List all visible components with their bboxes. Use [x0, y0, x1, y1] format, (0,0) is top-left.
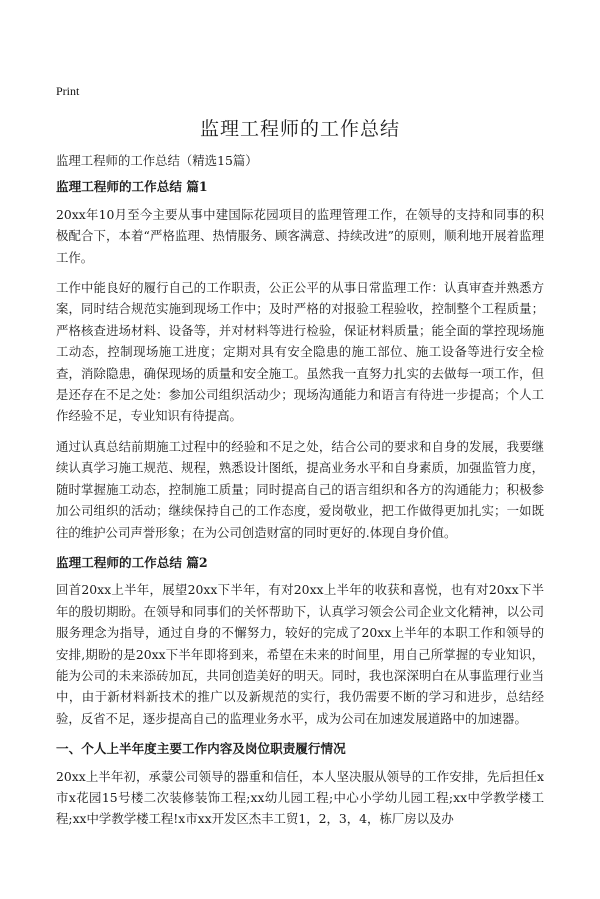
section-1	[56, 176, 544, 543]
section-3	[56, 738, 544, 830]
paragraph: 工作中能良好的履行自己的工作职责，公正公平的从事日常监理工作：认真审查并熟悉方案，同时结合规范实施到现场工作中；及时严格的对报验工程验收，控制整个工程质量；严格核查进场材料、设备等，并对材料等进行检验，保证材料质量；能全面的掌控现场施工动态，控制现场施工进度；定期对具有安全隐患的施工部位、施工设备等进行安全检查，消除隐患，确保现场的质量和安全施工。虽然我一直努力扎实的去做每一项工作，但是还存在不足之处：参加公司组织活动少；现场沟通能力和语言有待进一步提高；个人工作经验不足，专业知识有待提高。	[56, 280, 544, 424]
section-heading: 监理工程师的工作总结 篇2	[56, 554, 208, 570]
paragraph: 20xx年10月至今主要从事中建国际花园项目的监理管理工作，在领导的支持和同事的积极配合下，本着“严格监理、热情服务、顾客满意、持续改进”的原则，顺利地开展着监理工作。	[56, 206, 544, 265]
paragraph: 通过认真总结前期施工过程中的经验和不足之处，结合公司的要求和自身的发展，我要继续认真学习施工规范、规程，熟悉设计图纸，提高业务水平和自身素质，加强监管力度，随时掌握施工动态，控制施工质量；同时提高自己的语言组织和各方的沟通能力；积极参加公司组织的活动；继续保持自己的工作态度，爱岗敬业，把工作做得更加扎实；一如既往的维护公司声誉形象；在为公司创造财富的同时更好的.体现自身价值。	[56, 438, 544, 540]
document-title: 监理工程师的工作总结	[199, 118, 400, 140]
document-subtitle: 监理工程师的工作总结（精选15篇）	[56, 153, 258, 168]
section-2	[56, 552, 544, 729]
section-heading: 监理工程师的工作总结 篇1	[56, 179, 208, 195]
section-heading: 一、个人上半年度主要工作内容及岗位职责履行情况	[56, 741, 346, 757]
paragraph: 回首20xx上半年，展望20xx下半年，有对20xx上半年的收获和喜悦，也有对20xx下半年的殷切期盼。在领导和同事们的关怀帮助下，认真学习领会公司企业文化精神，以公司服务理念为指导，通过自身的不懈努力，较好的完成了20xx上半年的本职工作和领导的安排,期盼的是20xx下半年即将到来，希望在未来的时间里，用自己所掌握的专业知识，能为公司的未来添砖加瓦，共同创造美好的明天。同时，我也深深明白在从事监理行业当中，由于新材料新技术的推广以及新规范的实行，我仍需要不断的学习和进步，总结经验，反省不足，逐步提高自己的监理业务水平，成为公司在加速发展道路中的加速器。	[56, 582, 544, 726]
paragraph: 20xx上半年初，承蒙公司领导的器重和信任，本人坚决服从领导的工作安排，先后担任x市x花园15号楼二次装修装饰工程;xx幼儿园工程;中心小学幼儿园工程;xx中学教学楼工程;xx中学教学楼工程!x市xx开发区杰丰工贸1，2，3，4，栋厂房以及办	[56, 768, 544, 827]
document-body	[56, 150, 544, 839]
print-link[interactable]: Print	[56, 84, 80, 98]
